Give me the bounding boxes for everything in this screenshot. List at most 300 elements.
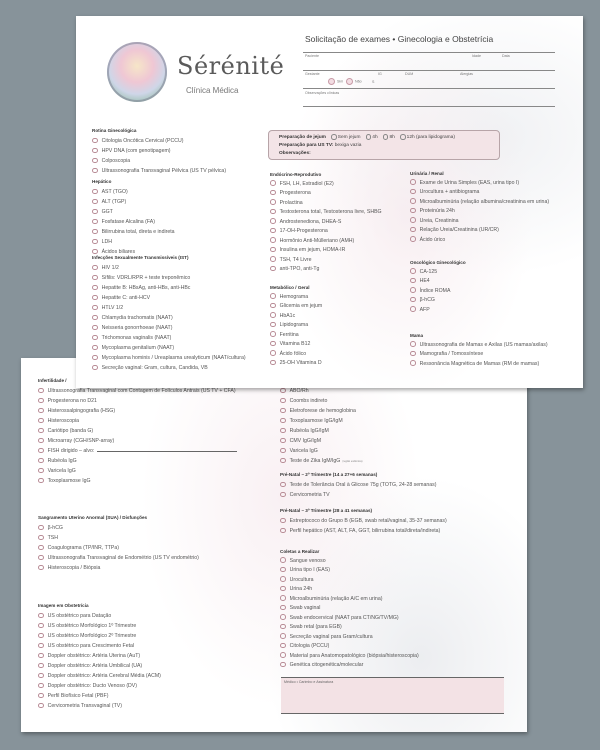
- radio-circle-icon[interactable]: [92, 305, 98, 311]
- exam-label: Relação Ureia/Creatinina (UR/CR): [419, 227, 499, 233]
- radio-circle-icon[interactable]: [38, 408, 44, 414]
- radio-circle-icon[interactable]: [92, 219, 98, 225]
- exam-checkbox-item[interactable]: [38, 456, 237, 466]
- radio-circle-icon[interactable]: [92, 345, 98, 351]
- exam-label: US obstétrico Morfológico 1º Trimestre: [47, 623, 137, 629]
- exam-label: 25-OH Vitamina D: [279, 360, 322, 366]
- radio-circle-icon[interactable]: [92, 138, 98, 144]
- exam-checkbox-item[interactable]: [38, 661, 161, 671]
- exam-checkbox-item[interactable]: [38, 543, 199, 553]
- exam-checkbox-item[interactable]: [280, 416, 363, 426]
- exam-checkbox-item[interactable]: [270, 246, 382, 256]
- section-heading: Pré-Natal – 3º Trimestre (28 a 41 semanas): [280, 508, 373, 513]
- exam-checkbox-item[interactable]: [92, 323, 246, 333]
- field-paciente[interactable]: Paciente: [305, 54, 319, 58]
- exam-checkbox-item[interactable]: [280, 661, 419, 671]
- field-data[interactable]: Data: [502, 54, 510, 58]
- radio-circle-icon[interactable]: [38, 458, 44, 464]
- radio-circle-icon[interactable]: [38, 525, 44, 531]
- radio-circle-icon[interactable]: [38, 565, 44, 571]
- radio-circle-icon[interactable]: [280, 605, 286, 611]
- exam-checkbox-item[interactable]: [280, 490, 436, 500]
- radio-circle-icon[interactable]: [270, 247, 276, 253]
- radio-circle-icon[interactable]: [280, 643, 286, 649]
- exam-checkbox-item[interactable]: [280, 595, 419, 605]
- exam-checkbox-item[interactable]: [270, 293, 322, 303]
- exam-checkbox-item[interactable]: [38, 641, 161, 651]
- exam-checkbox-item[interactable]: [410, 350, 548, 360]
- exam-label: Genética citogenética/molecular: [289, 662, 364, 668]
- radio-circle-icon[interactable]: [280, 614, 286, 620]
- exam-checkbox-item[interactable]: [270, 237, 382, 247]
- exam-checkbox-item[interactable]: [410, 207, 549, 217]
- exam-label: Swab vaginal: [289, 605, 321, 611]
- radio-circle-icon[interactable]: [92, 265, 98, 271]
- exam-checkbox-item[interactable]: [410, 287, 466, 297]
- prep-jejum-label: Preparação de jejum: [279, 135, 326, 141]
- field-s: S: [372, 80, 375, 84]
- exam-label: ABO/Rh: [289, 388, 309, 394]
- exam-checkbox-item[interactable]: [38, 466, 237, 476]
- exam-checkbox-item[interactable]: [92, 166, 226, 176]
- radio-circle-icon[interactable]: [38, 438, 44, 444]
- radio-circle-icon[interactable]: [410, 236, 416, 242]
- exam-checkbox-item[interactable]: [92, 273, 246, 283]
- section-heading: Sangramento Uterino Anormal (SUA) / Disfunções: [38, 515, 148, 520]
- exam-checkbox-item[interactable]: [92, 217, 175, 227]
- exam-checkbox-item[interactable]: [410, 179, 549, 189]
- radio-circle-icon[interactable]: [280, 482, 286, 488]
- radio-circle-icon[interactable]: [38, 693, 44, 699]
- radio-circle-icon[interactable]: [38, 623, 44, 629]
- exam-label: Toxoplasmose IgG/IgM: [289, 418, 343, 424]
- exam-checkbox-item[interactable]: [410, 198, 549, 208]
- radio-circle-icon[interactable]: [38, 428, 44, 434]
- exam-checkbox-item[interactable]: [280, 426, 363, 436]
- exam-label: Lipidograma: [279, 322, 309, 328]
- radio-circle-icon[interactable]: [410, 360, 416, 366]
- exam-label: Coagulograma (TP/INR, TTPa): [47, 545, 119, 551]
- section-heading: Oncológico Ginecológico: [410, 260, 466, 265]
- section-ist: [92, 253, 246, 373]
- section-prenatal-3: [280, 506, 447, 536]
- radio-circle-icon[interactable]: [270, 360, 276, 366]
- exam-checkbox-item[interactable]: [270, 199, 382, 209]
- section-heading: Imagem em Obstetrícia: [38, 603, 89, 608]
- radio-circle-icon[interactable]: [92, 315, 98, 321]
- exam-label: Swab retal (para EGB): [289, 624, 342, 630]
- exam-checkbox-item[interactable]: [38, 691, 161, 701]
- exam-checkbox-item[interactable]: [270, 227, 382, 237]
- radio-circle-icon[interactable]: [410, 278, 416, 284]
- section-endocrino: [270, 170, 382, 275]
- radio-circle-icon[interactable]: [410, 306, 416, 312]
- option-label: 8h: [389, 135, 395, 141]
- radio-circle-icon[interactable]: [280, 662, 286, 668]
- exam-label: US obstétrico Morfológico 2º Trimestre: [47, 633, 137, 639]
- exam-label: Índice ROMA: [419, 287, 451, 294]
- exam-label: Vitamina B12: [279, 341, 311, 347]
- exam-checkbox-item[interactable]: [92, 363, 246, 373]
- exam-label: Histeroscopia: [47, 418, 80, 424]
- field-alergias[interactable]: Alergias: [460, 72, 473, 76]
- exam-checkbox-item[interactable]: [280, 436, 363, 446]
- exam-label: Chlamydia trachomatis (NAAT): [101, 315, 173, 321]
- radio-circle-icon[interactable]: [270, 228, 276, 234]
- exam-label: Estreptococo do Grupo B (EGB, swab retal/vaginal, 35-37 semanas): [289, 518, 447, 524]
- exam-label: AFP: [419, 306, 430, 313]
- exam-checkbox-item[interactable]: [92, 146, 226, 156]
- radio-circle-icon[interactable]: [38, 653, 44, 659]
- exam-checkbox-item[interactable]: [270, 302, 322, 312]
- radio-circle-icon[interactable]: [280, 576, 286, 582]
- radio-circle-icon[interactable]: [38, 633, 44, 639]
- radio-circle-icon[interactable]: [280, 567, 286, 573]
- radio-circle-icon[interactable]: [38, 613, 44, 619]
- exam-checkbox-item[interactable]: [92, 293, 246, 303]
- radio-circle-icon[interactable]: [280, 518, 286, 524]
- radio-circle-icon[interactable]: [38, 418, 44, 424]
- exam-label: CMV IgG/IgM: [289, 438, 322, 444]
- exam-checkbox-item[interactable]: [92, 263, 246, 273]
- lotus-flower-icon: [107, 42, 167, 102]
- exam-label: Perfil hepático (AST, ALT, FA, GGT, bilirrubina total/direta/indireta): [289, 528, 441, 534]
- radio-circle-icon[interactable]: [410, 208, 416, 214]
- exam-checkbox-item[interactable]: [410, 341, 548, 351]
- exam-label: Ultrassonografia de Mamas e Axilas (US mamas/axilas): [419, 341, 548, 348]
- exam-checkbox-item[interactable]: [270, 331, 322, 341]
- exam-label: Progesterona no D21: [47, 398, 97, 404]
- radio-circle-icon[interactable]: [92, 355, 98, 361]
- brand-subtitle: Clínica Médica: [186, 86, 239, 95]
- prep-obs-label: Observações:: [279, 151, 311, 157]
- exam-label: Citologia Oncótica Cervical (PCCU): [101, 138, 184, 144]
- radio-circle-icon[interactable]: [270, 180, 276, 186]
- exam-checkbox-item[interactable]: [92, 197, 175, 207]
- radio-circle-icon[interactable]: [92, 209, 98, 215]
- exam-label: Coombs indireto: [289, 398, 328, 404]
- exam-label: Mamografia / Tomossíntese: [419, 351, 484, 357]
- radio-circle-icon[interactable]: [92, 199, 98, 205]
- radio-circle-icon[interactable]: [280, 586, 286, 592]
- radio-circle-icon[interactable]: [280, 633, 286, 639]
- exam-checkbox-item[interactable]: [92, 207, 175, 217]
- exam-checkbox-item[interactable]: [270, 321, 322, 331]
- exam-checkbox-item[interactable]: [410, 268, 466, 278]
- radio-circle-icon[interactable]: [410, 198, 416, 204]
- radio-circle-icon[interactable]: [38, 478, 44, 484]
- exam-checkbox-item[interactable]: [410, 226, 549, 236]
- exam-checkbox-item[interactable]: [92, 136, 226, 146]
- radio-circle-icon[interactable]: [410, 351, 416, 357]
- radio-circle-icon[interactable]: [410, 227, 416, 233]
- radio-circle-icon[interactable]: [280, 492, 286, 498]
- exam-label: Cervicometria Transvaginal (TV): [47, 703, 122, 709]
- exam-checkbox-item[interactable]: [280, 642, 419, 652]
- exam-label: Ultrassonografia Transvaginal com Contagem de Folículos Antrais (US TV + CFA): [47, 388, 236, 394]
- exam-checkbox-item[interactable]: [38, 651, 161, 661]
- exam-label: Glicemia em jejum: [279, 303, 323, 309]
- exam-checkbox-item[interactable]: [92, 303, 246, 313]
- exam-checkbox-item[interactable]: [38, 446, 237, 456]
- exam-checkbox-item[interactable]: [280, 576, 419, 586]
- field-observacoes[interactable]: Observações clínicas: [305, 91, 340, 95]
- exam-checkbox-item[interactable]: [38, 523, 199, 533]
- radio-circle-icon[interactable]: [92, 229, 98, 235]
- radio-circle-icon[interactable]: [280, 448, 286, 454]
- radio-circle-icon[interactable]: [280, 438, 286, 444]
- radio-circle-icon[interactable]: [270, 256, 276, 262]
- exam-checkbox-item[interactable]: [280, 516, 447, 526]
- radio-circle-icon[interactable]: [270, 322, 276, 328]
- exam-checkbox-item[interactable]: [38, 553, 199, 563]
- radio-sim[interactable]: [328, 78, 343, 85]
- form-sheet-back: [21, 358, 527, 732]
- radio-circle-icon[interactable]: [270, 266, 276, 272]
- exam-checkbox-item[interactable]: [410, 188, 549, 198]
- exam-checkbox-item[interactable]: [92, 187, 175, 197]
- section-heading: Infertilidade /: [38, 378, 67, 383]
- exam-checkbox-item[interactable]: [280, 526, 447, 536]
- field-ig[interactable]: IG: [378, 72, 382, 76]
- radio-circle-icon[interactable]: [38, 388, 44, 394]
- exam-label: Urocultura: [289, 576, 314, 583]
- radio-circle-icon[interactable]: [270, 237, 276, 243]
- radio-circle-icon[interactable]: [270, 190, 276, 196]
- exam-checkbox-item[interactable]: [280, 623, 419, 633]
- exam-checkbox-item[interactable]: [410, 306, 466, 316]
- exam-label: TSH, T4 Livre: [279, 256, 312, 263]
- form-title: Solicitação de exames • Ginecologia e Obstetrícia: [305, 34, 494, 44]
- exam-label: Histerossalpingografia (HSG): [47, 408, 116, 414]
- exam-label: CA-125: [419, 268, 438, 275]
- exam-checkbox-item[interactable]: [92, 353, 246, 363]
- section-prenatal-2: [280, 470, 436, 500]
- exam-label: anti-TPO, anti-Tg: [279, 266, 320, 272]
- radio-circle-icon[interactable]: [270, 350, 276, 356]
- exam-checkbox-item[interactable]: [270, 359, 322, 369]
- radio-circle-icon[interactable]: [38, 535, 44, 541]
- exam-checkbox-item[interactable]: [410, 217, 549, 227]
- exam-label: Hepatite C: anti-HCV: [101, 295, 151, 301]
- option-sem-jejum[interactable]: [331, 135, 360, 140]
- fish-target-input[interactable]: [97, 451, 237, 452]
- radio-circle-icon[interactable]: [410, 179, 416, 185]
- exam-checkbox-item[interactable]: [280, 566, 419, 576]
- exam-checkbox-item[interactable]: [38, 533, 199, 543]
- radio-circle-icon[interactable]: [270, 209, 276, 215]
- exam-checkbox-item[interactable]: [270, 189, 382, 199]
- exam-checkbox-item[interactable]: [92, 227, 175, 237]
- divider: [303, 106, 555, 107]
- exam-checkbox-item[interactable]: [280, 585, 419, 595]
- exam-label: Ultrassonografia Transvaginal Pélvica (US TV pélvica): [101, 168, 227, 174]
- exam-checkbox-item[interactable]: [38, 563, 199, 573]
- exam-checkbox-item[interactable]: [270, 218, 382, 228]
- radio-circle-icon[interactable]: [280, 557, 286, 563]
- radio-circle-icon[interactable]: [38, 703, 44, 709]
- radio-circle-icon[interactable]: [410, 341, 416, 347]
- option-4h[interactable]: [366, 135, 378, 140]
- exam-checkbox-item[interactable]: [38, 476, 237, 486]
- section-heading: Rotina Ginecológica: [92, 128, 137, 133]
- radio-circle-icon[interactable]: [92, 365, 98, 371]
- exam-label: FISH dirigido – alvo:: [47, 448, 95, 454]
- section-rotina: [92, 126, 226, 176]
- radio-circle-icon[interactable]: [410, 189, 416, 195]
- exam-checkbox-item[interactable]: [38, 406, 237, 416]
- radio-circle-icon[interactable]: [280, 428, 286, 434]
- exam-checkbox-item[interactable]: [38, 611, 161, 621]
- radio-circle-icon[interactable]: [280, 398, 286, 404]
- exam-checkbox-item[interactable]: [270, 208, 382, 218]
- exam-label: Toxoplasmose IgG: [47, 478, 91, 484]
- radio-circle-icon[interactable]: [270, 341, 276, 347]
- section-sua: [38, 513, 199, 573]
- radio-circle-icon[interactable]: [92, 239, 98, 245]
- exam-checkbox-item[interactable]: [92, 313, 246, 323]
- exam-checkbox-item[interactable]: [92, 333, 246, 343]
- divider: [303, 88, 555, 89]
- radio-circle-icon[interactable]: [280, 418, 286, 424]
- exam-checkbox-item[interactable]: [410, 360, 548, 370]
- radio-circle-icon[interactable]: [270, 303, 276, 309]
- radio-circle-icon[interactable]: [280, 408, 286, 414]
- radio-circle-icon[interactable]: [280, 652, 286, 658]
- exam-checkbox-item[interactable]: [38, 671, 161, 681]
- section-oncologico: [410, 258, 466, 315]
- radio-circle-icon[interactable]: [38, 555, 44, 561]
- exam-label: 17-OH-Progesterona: [279, 228, 328, 234]
- radio-circle-icon[interactable]: [92, 189, 98, 195]
- exam-label: ALT (TGP): [101, 199, 127, 205]
- exam-label: β-hCG: [419, 297, 435, 303]
- radio-circle-icon[interactable]: [92, 168, 98, 174]
- radio-circle-icon[interactable]: [38, 663, 44, 669]
- exam-checkbox-item[interactable]: [280, 396, 363, 406]
- field-idade[interactable]: Idade: [472, 54, 481, 58]
- section-heading: Urinária / Renal: [410, 171, 444, 176]
- radio-nao[interactable]: [346, 78, 362, 85]
- exam-checkbox-item[interactable]: [410, 296, 466, 306]
- exam-label: Doppler obstétrico: Artéria Umbilical (UA): [47, 663, 143, 669]
- radio-circle-icon[interactable]: [38, 545, 44, 551]
- exam-checkbox-item[interactable]: [270, 312, 322, 322]
- exam-checkbox-item[interactable]: [270, 180, 382, 190]
- exam-checkbox-item[interactable]: [38, 416, 237, 426]
- field-dum[interactable]: DUM: [405, 72, 414, 76]
- exam-checkbox-item[interactable]: [270, 340, 322, 350]
- exam-checkbox-item[interactable]: [92, 283, 246, 293]
- exam-label: Teste de Zika IgM/IgG: [289, 458, 341, 464]
- radio-circle-icon[interactable]: [280, 528, 286, 534]
- exam-checkbox-item[interactable]: [280, 633, 419, 643]
- radio-circle-icon[interactable]: [92, 285, 98, 291]
- radio-circle-icon[interactable]: [280, 595, 286, 601]
- radio-circle-icon[interactable]: [410, 287, 416, 293]
- exam-label: Insulina em jejum, HOMA-IR: [279, 247, 346, 253]
- exam-label: HIV 1/2: [101, 265, 119, 271]
- radio-circle-icon[interactable]: [280, 388, 286, 394]
- radio-circle-icon[interactable]: [270, 218, 276, 224]
- exam-checkbox-item[interactable]: [38, 701, 161, 711]
- radio-circle-icon[interactable]: [92, 295, 98, 301]
- radio-circle-icon[interactable]: [410, 268, 416, 274]
- option-12h[interactable]: [400, 135, 455, 140]
- radio-circle-icon[interactable]: [38, 673, 44, 679]
- exam-checkbox-item[interactable]: [38, 426, 237, 436]
- radio-circle-icon[interactable]: [410, 217, 416, 223]
- exam-checkbox-item[interactable]: [270, 350, 322, 360]
- radio-circle-icon[interactable]: [92, 335, 98, 341]
- exam-checkbox-item[interactable]: [280, 480, 436, 490]
- radio-circle-icon[interactable]: [280, 458, 286, 464]
- form-sheet-front: [76, 16, 583, 388]
- radio-circle-icon[interactable]: [38, 398, 44, 404]
- section-heading: Mama: [410, 333, 424, 338]
- exam-checkbox-item[interactable]: [38, 436, 237, 446]
- exam-checkbox-item[interactable]: [38, 621, 161, 631]
- exam-label: Ácidos biliares: [101, 249, 136, 255]
- radio-circle-icon[interactable]: [270, 312, 276, 318]
- option-8h[interactable]: [383, 135, 395, 140]
- exam-checkbox-item[interactable]: [38, 631, 161, 641]
- exam-checkbox-item[interactable]: [410, 277, 466, 287]
- radio-circle-icon[interactable]: [270, 331, 276, 337]
- exam-label: Varicela IgG: [289, 448, 318, 454]
- exam-checkbox-item[interactable]: [38, 396, 237, 406]
- exam-checkbox-item[interactable]: [410, 236, 549, 246]
- section-heading: Pré-Natal – 2º Trimestre (14 a 27+6 semanas): [280, 472, 378, 477]
- exam-checkbox-item[interactable]: [280, 614, 419, 624]
- exam-checkbox-item[interactable]: [270, 256, 382, 266]
- section-imagem-obstetricia: [38, 601, 161, 711]
- radio-circle-icon[interactable]: [38, 448, 44, 454]
- exam-checkbox-item[interactable]: [92, 237, 175, 247]
- radio-circle-icon[interactable]: [92, 325, 98, 331]
- exam-checkbox-item[interactable]: [280, 456, 363, 466]
- exam-label: Teste de Tolerância Oral à Glicose 75g (TOTG, 24-28 semanas): [289, 482, 437, 488]
- exam-checkbox-item[interactable]: [280, 446, 363, 456]
- radio-circle-icon[interactable]: [92, 148, 98, 154]
- radio-circle-icon[interactable]: [410, 297, 416, 303]
- radio-circle-icon[interactable]: [92, 158, 98, 164]
- exam-label: Eletroforese de hemoglobina: [289, 408, 356, 414]
- radio-circle-icon[interactable]: [270, 293, 276, 299]
- radio-circle-icon[interactable]: [280, 624, 286, 630]
- radio-circle-icon[interactable]: [92, 275, 98, 281]
- radio-circle-icon[interactable]: [38, 468, 44, 474]
- exam-checkbox-item[interactable]: [280, 557, 419, 567]
- radio-circle-icon[interactable]: [38, 643, 44, 649]
- exam-checkbox-item[interactable]: [280, 604, 419, 614]
- exam-checkbox-item[interactable]: [270, 265, 382, 275]
- exam-checkbox-item[interactable]: [92, 343, 246, 353]
- exam-checkbox-item[interactable]: [280, 406, 363, 416]
- section-infertilidade: [38, 376, 237, 486]
- exam-checkbox-item[interactable]: [280, 652, 419, 662]
- exam-checkbox-item[interactable]: [92, 156, 226, 166]
- signature-label: Médico • Carimbo e Assinatura: [284, 680, 334, 684]
- radio-circle-icon[interactable]: [38, 683, 44, 689]
- signature-box[interactable]: [281, 677, 504, 714]
- exam-checkbox-item[interactable]: [38, 681, 161, 691]
- field-gestante: Gestante: [305, 72, 320, 76]
- exam-label: Cariótipo (banda G): [47, 428, 94, 434]
- option-label: Sem jejum: [337, 135, 361, 141]
- divider: [303, 52, 555, 53]
- radio-circle-icon[interactable]: [270, 199, 276, 205]
